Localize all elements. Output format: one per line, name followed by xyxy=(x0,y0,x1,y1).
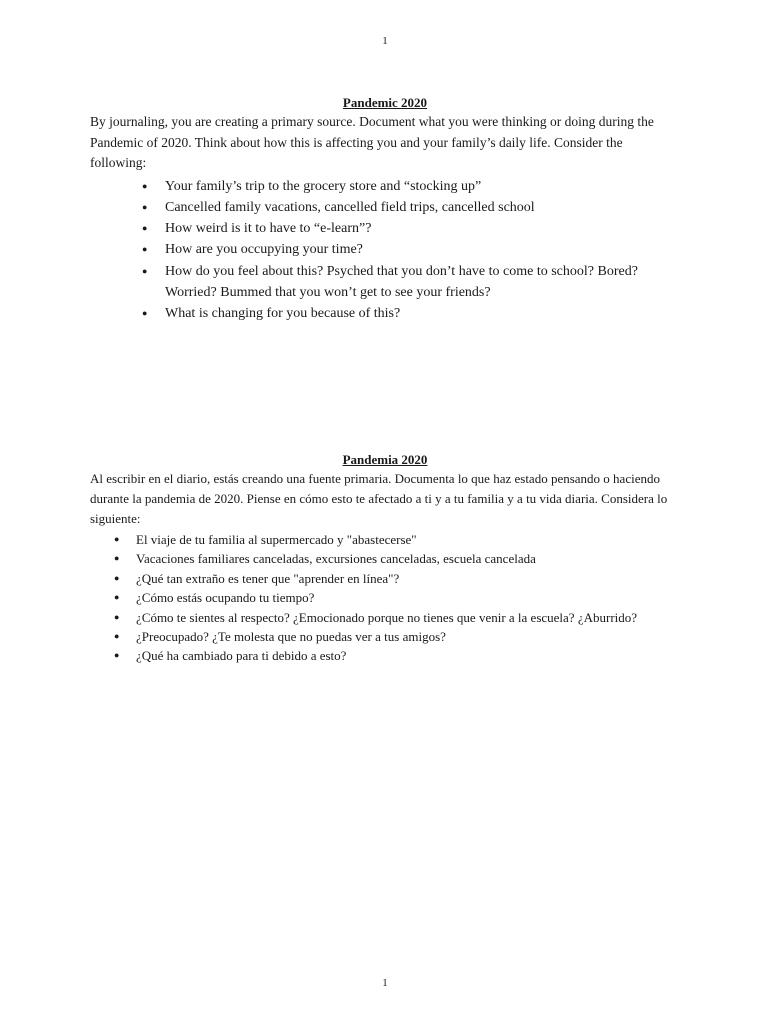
page-number-bottom: 1 xyxy=(382,977,388,989)
bullet-icon: ● xyxy=(114,631,120,642)
list-item-text: ¿Preocupado? ¿Te molesta que no puedas ver a tus amigos? xyxy=(136,629,446,645)
list-item-text: How weird is it to have to “e-learn”? xyxy=(165,221,372,237)
english-title: Pandemic 2020 xyxy=(342,95,428,110)
bullet-icon: ● xyxy=(142,180,148,191)
page-number-top: 1 xyxy=(382,35,388,47)
spanish-section xyxy=(90,451,680,666)
spanish-title: Pandemia 2020 xyxy=(342,452,428,467)
list-item-text: ¿Qué ha cambiado para ti debido a esto? xyxy=(136,648,347,664)
list-item-text: How are you occupying your time? xyxy=(165,242,363,258)
bullet-icon: ● xyxy=(142,265,148,276)
bullet-icon: ● xyxy=(114,534,120,544)
list-item-text: How do you feel about this? Psyched that you don’t have to come to school? Bored? Worried? Bummed that you won’t get to see your friends? xyxy=(165,263,638,300)
list-item xyxy=(113,627,680,646)
list-item xyxy=(113,530,680,549)
list-item-text: ¿Cómo te sientes al respecto? ¿Emocionado porque no tienes que venir a la escuela? ¿Aburrido? xyxy=(136,609,638,625)
list-item xyxy=(140,261,680,304)
list-item xyxy=(140,239,680,260)
list-item xyxy=(140,197,680,218)
bullet-icon: ● xyxy=(114,572,120,583)
list-item-text: Vacaciones familiares canceladas, excursiones canceladas, escuela cancelada xyxy=(136,551,536,567)
list-item xyxy=(113,646,680,665)
list-item-text: Your family’s trip to the grocery store and “stocking up” xyxy=(165,178,482,194)
list-item-text: ¿Qué tan extraño es tener que "aprender en línea"? xyxy=(136,570,400,586)
english-intro: By journaling, you are creating a primary source. Document what you were thinking or doing during the Pandemic of 2020. Think about how this is affecting you and your family’s daily life. Consider the following: xyxy=(90,114,654,170)
list-item xyxy=(113,608,680,627)
list-item xyxy=(113,588,680,607)
bullet-icon: ● xyxy=(142,308,148,319)
bullet-icon: ● xyxy=(114,611,120,622)
english-section xyxy=(90,94,680,325)
bullet-icon: ● xyxy=(142,223,148,234)
list-item xyxy=(113,569,680,588)
bullet-icon: ● xyxy=(114,553,120,564)
spanish-intro: Al escribir en el diario, estás creando una fuente primaria. Documenta lo que haz estado pensando o haciendo durante la pandemia de 2020. Piense en cómo esto te afectado a ti y a tu familia y a tu vida diaria. Considera lo siguiente: xyxy=(90,471,668,526)
bullet-icon: ● xyxy=(142,244,148,255)
bullet-icon: ● xyxy=(114,650,120,661)
list-item xyxy=(113,549,680,568)
bullet-icon: ● xyxy=(114,592,120,603)
english-bullet-list xyxy=(140,176,680,325)
list-item-text: El viaje de tu familia al supermercado y "abastecerse" xyxy=(136,532,417,547)
list-item-text: Cancelled family vacations, cancelled field trips, cancelled school xyxy=(165,199,535,215)
list-item xyxy=(140,303,680,324)
list-item xyxy=(140,218,680,239)
list-item-text: ¿Cómo estás ocupando tu tiempo? xyxy=(136,590,315,606)
bullet-icon: ● xyxy=(142,201,148,212)
list-item xyxy=(140,176,680,197)
spanish-bullet-list xyxy=(113,530,680,666)
list-item-text: What is changing for you because of this? xyxy=(165,306,401,322)
